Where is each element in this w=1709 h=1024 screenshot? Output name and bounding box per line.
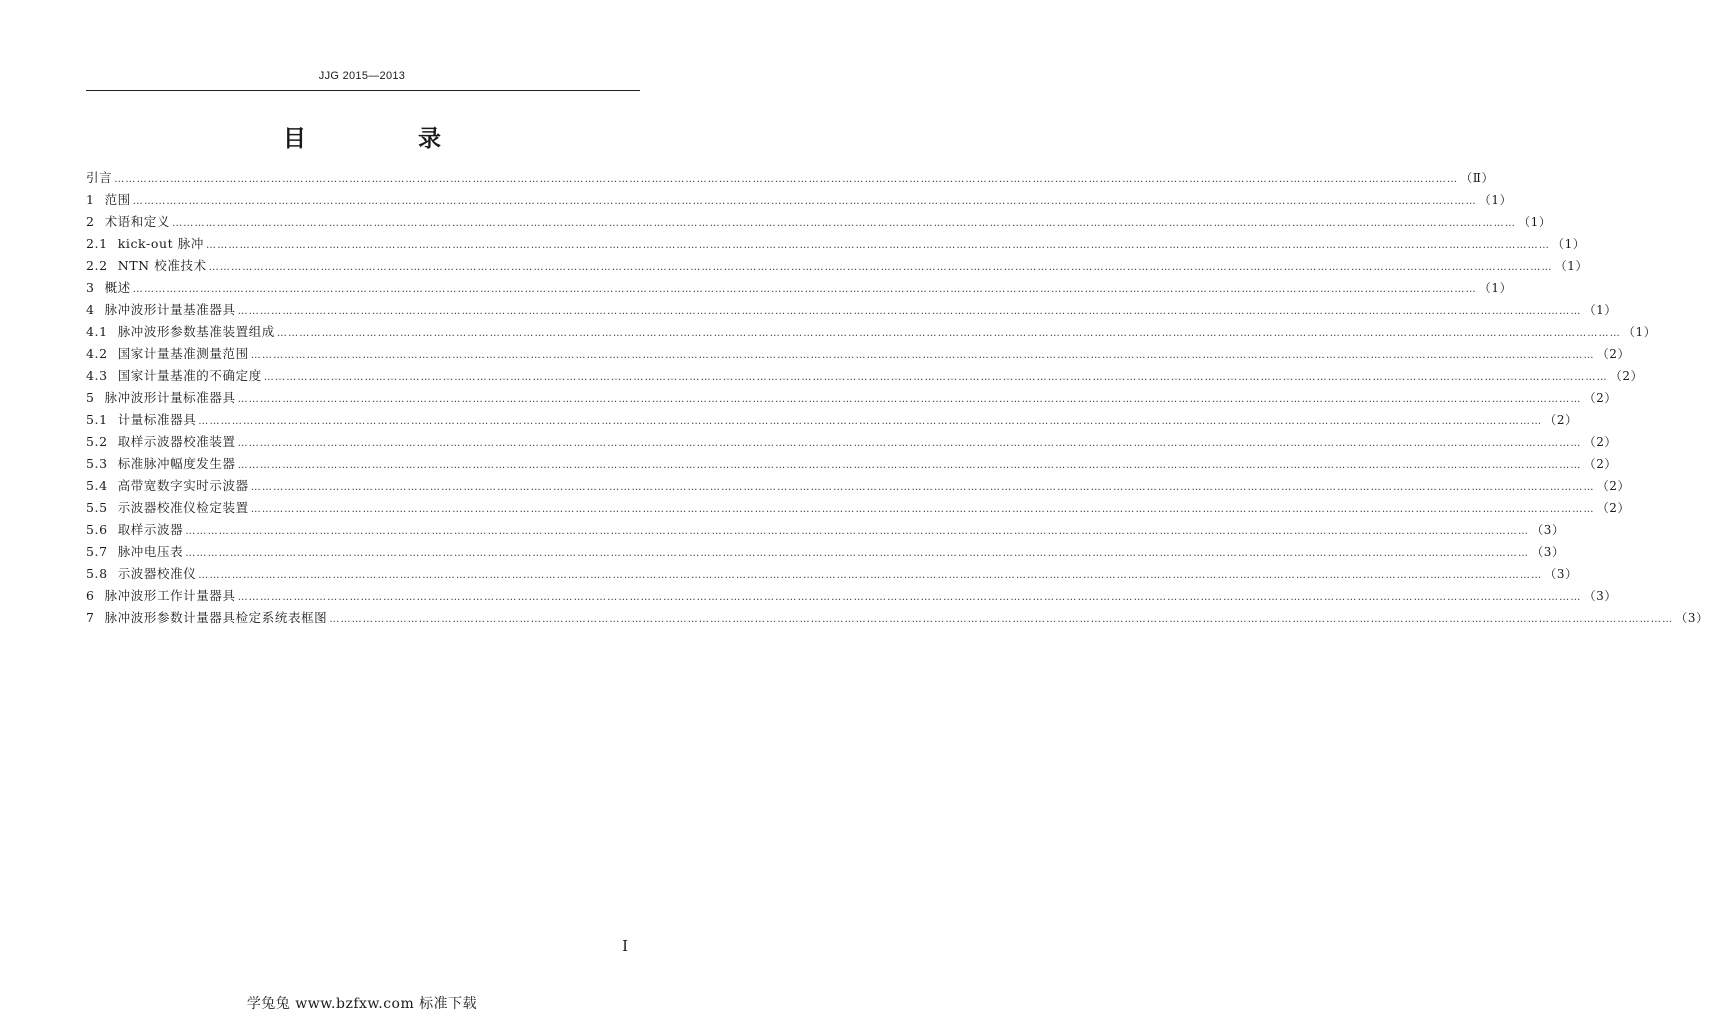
toc-entry-page: （1） <box>1583 303 1618 317</box>
toc-entry-page: （Ⅱ） <box>1460 171 1495 185</box>
toc-dot-leader: ……………………………………………………………………………………………………………………………………………………………………………………………………………………………………………………………………………………………………………………………… <box>250 350 1595 361</box>
toc-entry-title: 脉冲波形工作计量器具 <box>104 588 236 603</box>
toc-entry-page: （1） <box>1554 259 1589 273</box>
toc-entry-number: 5.4 <box>86 478 108 493</box>
footer-watermark: 学兔兔 www.bzfxw.com 标准下载 <box>246 996 478 1012</box>
toc-entry-page: （1） <box>1622 325 1657 339</box>
toc-entry-label <box>86 563 196 585</box>
toc-dot-leader: ……………………………………………………………………………………………………………………………………………………………………………………………………………………………………………………………………………………………………………………………… <box>114 174 1459 185</box>
toc-entry-number: 5 <box>86 390 95 405</box>
toc-entry-number: 2.2 <box>86 258 108 273</box>
toc-entry-number: 4.3 <box>86 368 108 383</box>
page-number: Ⅰ <box>622 937 628 955</box>
toc-entry-title: 脉冲波形参数计量器具检定系统表框图 <box>104 610 328 625</box>
toc-entry <box>86 343 1631 365</box>
toc-dot-leader: ……………………………………………………………………………………………………………………………………………………………………………………………………………………………………………………………………………………………………………………………… <box>250 482 1595 493</box>
toc-entry-page: （1） <box>1552 237 1586 251</box>
toc-entry-title: 脉冲波形参数基准装置组成 <box>117 324 275 339</box>
toc-entry-label <box>86 365 262 387</box>
toc-entry <box>86 519 1565 541</box>
toc-entry-label <box>86 541 183 563</box>
table-of-contents <box>86 167 1709 629</box>
header-rule <box>86 90 640 91</box>
toc-entry-title: 国家计量基准测量范围 <box>117 346 249 361</box>
toc-entry-page: （1） <box>1478 193 1513 207</box>
toc-entry-page: （2） <box>1596 479 1631 493</box>
toc-entry-label <box>86 387 236 409</box>
toc-entry-number: 7 <box>86 610 95 625</box>
toc-entry-number: 5.1 <box>86 412 108 427</box>
toc-entry-page: （3） <box>1531 545 1565 559</box>
toc-entry-page: （2） <box>1583 435 1618 449</box>
toc-dot-leader: ……………………………………………………………………………………………………………………………………………………………………………………………………………………………………………………………………………………………………………………………… <box>185 548 1530 559</box>
toc-entry-title: 示波器校准仪检定装置 <box>117 500 249 515</box>
toc-entry-title: 术语和定义 <box>104 214 171 229</box>
toc-dot-leader: ……………………………………………………………………………………………………………………………………………………………………………………………………………………………………………………………………………………………………………………………… <box>237 592 1582 603</box>
toc-entry-page: （2） <box>1596 501 1631 515</box>
toc-entry-page: （2） <box>1583 391 1618 405</box>
toc-entry-title: 引言 <box>86 170 113 185</box>
toc-entry-page: （3） <box>1544 567 1578 581</box>
toc-entry-number: 4.2 <box>86 346 108 361</box>
toc-entry-number: 5.6 <box>86 522 108 537</box>
toc-entry <box>86 277 1513 299</box>
toc-entry-title: 概述 <box>104 280 131 295</box>
toc-entry-title: 脉冲波形计量基准器具 <box>104 302 236 317</box>
toc-dot-leader: ……………………………………………………………………………………………………………………………………………………………………………………………………………………………………………………………………………………………………………………………… <box>132 284 1477 295</box>
toc-dot-leader: ……………………………………………………………………………………………………………………………………………………………………………………………………………………………………………………………………………………………………………………………… <box>198 416 1543 427</box>
toc-entry <box>86 585 1618 607</box>
toc-entry-number: 3 <box>86 280 95 295</box>
toc-entry <box>86 189 1513 211</box>
toc-dot-leader: ……………………………………………………………………………………………………………………………………………………………………………………………………………………………………………………………………………………………………………………………… <box>132 196 1477 207</box>
toc-entry-label <box>86 497 249 519</box>
toc-entry <box>86 607 1709 629</box>
toc-entry-title: 取样示波器校准装置 <box>117 434 236 449</box>
toc-entry <box>86 321 1657 343</box>
toc-dot-leader: ……………………………………………………………………………………………………………………………………………………………………………………………………………………………………………………………………………………………………………………………… <box>185 526 1530 537</box>
toc-entry-page: （2） <box>1583 457 1618 471</box>
toc-entry <box>86 365 1644 387</box>
toc-entry-label <box>86 519 183 541</box>
toc-entry-number: 1 <box>86 192 95 207</box>
toc-dot-leader: ……………………………………………………………………………………………………………………………………………………………………………………………………………………………………………………………………………………………………………………………… <box>237 306 1582 317</box>
toc-entry-page: （1） <box>1518 215 1552 229</box>
toc-entry <box>86 299 1618 321</box>
toc-entry <box>86 475 1631 497</box>
toc-dot-leader: ……………………………………………………………………………………………………………………………………………………………………………………………………………………………………………………………………………………………………………………………… <box>237 460 1582 471</box>
toc-entry-number: 4.1 <box>86 324 108 339</box>
toc-dot-leader: ……………………………………………………………………………………………………………………………………………………………………………………………………………………………………………………………………………………………………………………………… <box>206 240 1551 251</box>
toc-entry <box>86 431 1618 453</box>
toc-entry-title: 取样示波器 <box>117 522 184 537</box>
toc-entry-label <box>86 189 131 211</box>
toc-entry-page: （3） <box>1583 589 1618 603</box>
toc-entry-title: NTN 校准技术 <box>117 258 207 273</box>
toc-dot-leader: ……………………………………………………………………………………………………………………………………………………………………………………………………………………………………………………………………………………………………………………………… <box>250 504 1595 515</box>
toc-entry-label <box>86 167 112 189</box>
toc-entry-label <box>86 343 249 365</box>
toc-entry-label <box>86 585 236 607</box>
toc-dot-leader: ……………………………………………………………………………………………………………………………………………………………………………………………………………………………………………………………………………………………………………………………… <box>237 394 1582 405</box>
toc-entry-number: 5.5 <box>86 500 108 515</box>
toc-entry-label <box>86 321 275 343</box>
toc-entry <box>86 453 1618 475</box>
toc-entry-label <box>86 453 236 475</box>
toc-entry <box>86 255 1589 277</box>
toc-entry-number: 5.3 <box>86 456 108 471</box>
toc-dot-leader: ……………………………………………………………………………………………………………………………………………………………………………………………………………………………………………………………………………………………………………………………… <box>276 328 1621 339</box>
toc-entry-title: 脉冲电压表 <box>117 544 184 559</box>
toc-dot-leader: ……………………………………………………………………………………………………………………………………………………………………………………………………………………………………………………………………………………………………………………………… <box>198 570 1543 581</box>
toc-entry-page: （2） <box>1609 369 1644 383</box>
toc-entry-title: 示波器校准仪 <box>117 566 197 581</box>
toc-entry-page: （3） <box>1675 611 1709 625</box>
toc-entry-page: （2） <box>1544 413 1578 427</box>
toc-entry-title: kick-out 脉冲 <box>117 236 205 251</box>
toc-entry <box>86 211 1552 233</box>
toc-title: 目 录 <box>282 125 493 152</box>
toc-dot-leader: ……………………………………………………………………………………………………………………………………………………………………………………………………………………………………………………………………………………………………………………………… <box>263 372 1608 383</box>
toc-entry-label <box>86 233 204 255</box>
toc-entry-title: 计量标准器具 <box>117 412 197 427</box>
toc-entry-number: 4 <box>86 302 95 317</box>
toc-entry-title: 高带宽数字实时示波器 <box>117 478 249 493</box>
toc-entry-page: （3） <box>1531 523 1565 537</box>
toc-entry-page: （1） <box>1478 281 1513 295</box>
toc-entry <box>86 167 1495 189</box>
toc-dot-leader: ……………………………………………………………………………………………………………………………………………………………………………………………………………………………………………………………………………………………………………………………… <box>172 218 1517 229</box>
toc-dot-leader: ……………………………………………………………………………………………………………………………………………………………………………………………………………………………………………………………………………………………………………………………… <box>329 614 1674 625</box>
toc-entry-label <box>86 431 236 453</box>
toc-entry-number: 2 <box>86 214 95 229</box>
toc-entry-title: 范围 <box>104 192 131 207</box>
toc-entry-number: 5.8 <box>86 566 108 581</box>
toc-dot-leader: ……………………………………………………………………………………………………………………………………………………………………………………………………………………………………………………………………………………………………………………………… <box>237 438 1582 449</box>
toc-entry <box>86 497 1631 519</box>
toc-entry <box>86 387 1618 409</box>
toc-entry-title: 标准脉冲幅度发生器 <box>117 456 236 471</box>
toc-entry-page: （2） <box>1596 347 1631 361</box>
toc-entry-label <box>86 409 196 431</box>
toc-entry-title: 脉冲波形计量标准器具 <box>104 390 236 405</box>
toc-entry-number: 6 <box>86 588 95 603</box>
toc-entry-label <box>86 277 131 299</box>
toc-entry-title: 国家计量基准的不确定度 <box>117 368 262 383</box>
toc-entry <box>86 409 1578 431</box>
toc-entry-number: 2.1 <box>86 236 108 251</box>
toc-entry-number: 5.7 <box>86 544 108 559</box>
toc-entry <box>86 541 1565 563</box>
toc-entry-label <box>86 211 170 233</box>
toc-entry-label <box>86 607 327 629</box>
toc-entry <box>86 563 1578 585</box>
toc-entry <box>86 233 1586 255</box>
toc-entry-label <box>86 255 207 277</box>
toc-entry-label <box>86 299 236 321</box>
toc-entry-number: 5.2 <box>86 434 108 449</box>
toc-dot-leader: ……………………………………………………………………………………………………………………………………………………………………………………………………………………………………………………………………………………………………………………………… <box>208 262 1553 273</box>
standard-code: JJG 2015—2013 <box>318 70 406 82</box>
toc-entry-label <box>86 475 249 497</box>
